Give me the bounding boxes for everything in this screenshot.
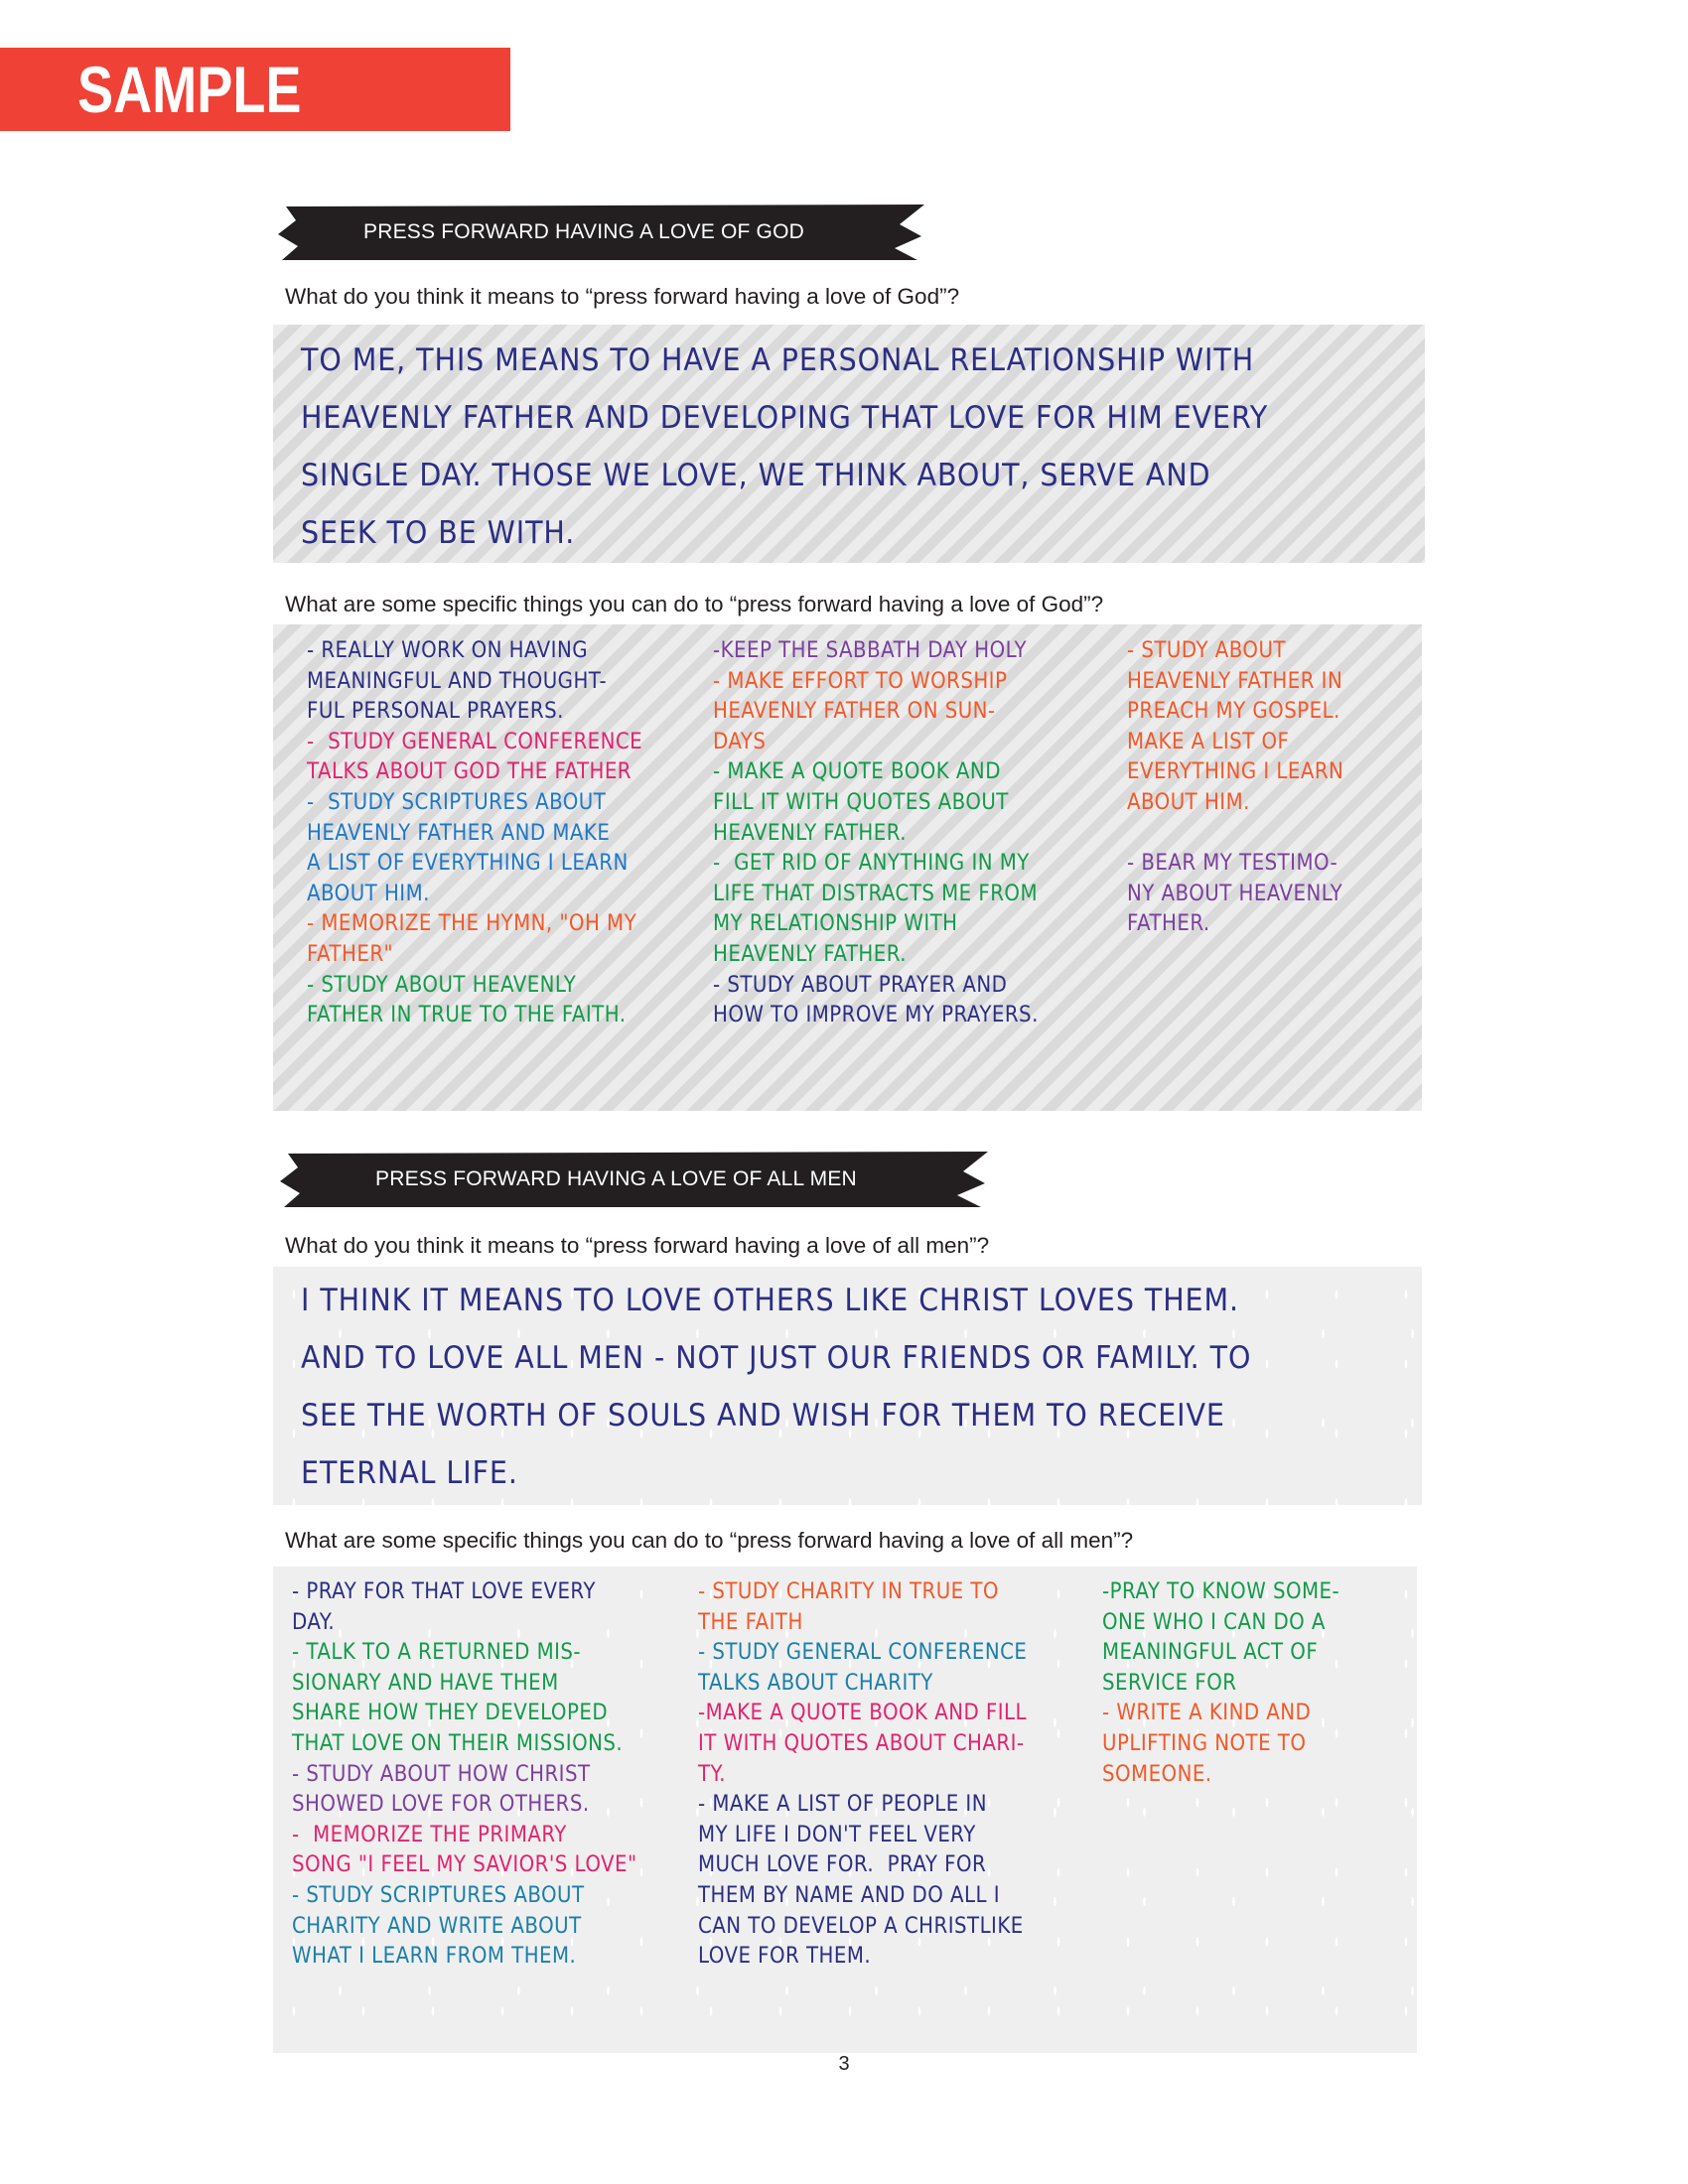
section1-answer bbox=[301, 332, 1315, 562]
list-item-line: CHARITY AND WRITE ABOUT bbox=[292, 1913, 582, 1939]
list-item-line: IT WITH QUOTES ABOUT CHARI- bbox=[698, 1730, 1025, 1756]
list-item-line: HEAVENLY FATHER. bbox=[713, 820, 907, 846]
answer-line: SEEK TO BE WITH. bbox=[301, 515, 576, 551]
list-item-line: FUL PERSONAL PRAYERS. bbox=[307, 699, 564, 725]
list-item-line: A LIST OF EVERYTHING I LEARN bbox=[307, 851, 629, 877]
list-item-line: MEANINGFUL ACT OF bbox=[1102, 1640, 1319, 1666]
list-item-line: MUCH LOVE FOR. PRAY FOR bbox=[698, 1852, 987, 1878]
list-item-line: FATHER IN TRUE TO THE FAITH. bbox=[307, 1003, 627, 1028]
list-item-line: TALKS ABOUT CHARITY bbox=[698, 1670, 933, 1696]
list-item-line: THAT LOVE ON THEIR MISSIONS. bbox=[292, 1730, 624, 1756]
list-item-line: SERVICE FOR bbox=[1102, 1670, 1237, 1696]
list-item-line: MY RELATIONSHIP WITH bbox=[713, 911, 958, 937]
list-item-line: HEAVENLY FATHER AND MAKE bbox=[307, 820, 611, 846]
list-item-line: THE FAITH bbox=[698, 1609, 803, 1635]
list-item-line: - TALK TO A RETURNED MIS- bbox=[292, 1640, 582, 1666]
answer-line: SINGLE DAY. THOSE WE LOVE, WE THINK ABOUT, SERVE AND bbox=[301, 458, 1211, 493]
list-item-line: TY. bbox=[698, 1761, 726, 1787]
list-item-line: -MAKE A QUOTE BOOK AND FILL bbox=[698, 1701, 1027, 1726]
list-item-line: - STUDY ABOUT HOW CHRIST bbox=[292, 1761, 591, 1787]
list-item-line: UPLIFTING NOTE TO bbox=[1102, 1730, 1307, 1756]
page-number: 3 bbox=[838, 2053, 850, 2075]
section1-heading-ribbon bbox=[274, 203, 929, 262]
list-item-line: THEM BY NAME AND DO ALL I bbox=[698, 1882, 1001, 1908]
list-item-line: NY ABOUT HEAVENLY bbox=[1127, 881, 1343, 906]
answer-line: I THINK IT MEANS TO LOVE OTHERS LIKE CHRIST LOVES THEM. bbox=[301, 1283, 1240, 1318]
section1-heading: PRESS FORWARD HAVING A LOVE OF GOD bbox=[363, 220, 804, 243]
answer-line: HEAVENLY FATHER AND DEVELOPING THAT LOVE FOR HIM EVERY bbox=[301, 400, 1269, 436]
list-item-line: - STUDY SCRIPTURES ABOUT bbox=[307, 789, 607, 815]
list-item-line: PREACH MY GOSPEL. bbox=[1127, 699, 1340, 725]
list-item-line: - MEMORIZE THE HYMN, "OH MY bbox=[307, 911, 637, 937]
section2-question1: What do you think it means to “press forward having a love of all men”? bbox=[285, 1233, 990, 1258]
section2-heading: PRESS FORWARD HAVING A LOVE OF ALL MEN bbox=[375, 1167, 857, 1190]
list-item-line: TALKS ABOUT GOD THE FATHER bbox=[307, 759, 633, 785]
sample-page-label: SAMPLE PAGE bbox=[77, 53, 302, 202]
list-item-line: - STUDY SCRIPTURES ABOUT bbox=[292, 1882, 585, 1908]
list-item-line: SIONARY AND HAVE THEM bbox=[292, 1670, 559, 1696]
list-item-line: -PRAY TO KNOW SOME- bbox=[1102, 1579, 1340, 1604]
list-item-line: ONE WHO I CAN DO A bbox=[1102, 1609, 1326, 1635]
section1-column-3 bbox=[1127, 636, 1343, 940]
list-item-line: DAYS bbox=[713, 729, 767, 754]
list-item-line: EVERYTHING I LEARN bbox=[1127, 759, 1344, 785]
list-item-line: FATHER" bbox=[307, 941, 394, 967]
list-item-line: MEANINGFUL AND THOUGHT- bbox=[307, 668, 608, 694]
list-item-line: HEAVENLY FATHER. bbox=[713, 941, 907, 967]
section2-heading-ribbon bbox=[278, 1150, 993, 1209]
answer-line: ETERNAL LIFE. bbox=[301, 1455, 518, 1491]
list-item-line: - MAKE A QUOTE BOOK AND bbox=[713, 759, 1001, 785]
list-item-line: - BEAR MY TESTIMO- bbox=[1127, 851, 1338, 877]
list-item-line: HEAVENLY FATHER IN bbox=[1127, 668, 1343, 694]
list-item-line: ABOUT HIM. bbox=[1127, 789, 1250, 815]
section2-column-3 bbox=[1102, 1577, 1339, 1790]
list-item-line: - MAKE A LIST OF PEOPLE IN bbox=[698, 1792, 987, 1818]
list-item-line bbox=[1127, 819, 1343, 850]
section2-column-1 bbox=[292, 1577, 637, 1973]
list-item-line: HEAVENLY FATHER ON SUN- bbox=[713, 699, 996, 725]
list-item-line: MAKE A LIST OF bbox=[1127, 729, 1290, 754]
list-item-line: - STUDY ABOUT PRAYER AND bbox=[713, 972, 1008, 998]
section2-column-2 bbox=[698, 1577, 1027, 1973]
list-item-line: - MEMORIZE THE PRIMARY bbox=[292, 1822, 567, 1847]
list-item-line: LIFE THAT DISTRACTS ME FROM bbox=[713, 881, 1038, 906]
list-item-line: WHAT I LEARN FROM THEM. bbox=[292, 1944, 577, 1970]
list-item-line: HOW TO IMPROVE MY PRAYERS. bbox=[713, 1003, 1039, 1028]
section1-column-1 bbox=[307, 636, 642, 1031]
section2-question2: What are some specific things you can do to “press forward having a love of all men”? bbox=[285, 1528, 1134, 1553]
list-item-line: SOMEONE. bbox=[1102, 1761, 1212, 1787]
list-item-line: - REALLY WORK ON HAVING bbox=[307, 638, 589, 663]
list-item-line: FILL IT WITH QUOTES ABOUT bbox=[713, 789, 1009, 815]
list-item-line: CAN TO DEVELOP A CHRISTLIKE bbox=[698, 1913, 1024, 1939]
list-item-line: SONG "I FEEL MY SAVIOR'S LOVE" bbox=[292, 1852, 637, 1878]
section1-column-2 bbox=[713, 636, 1039, 1031]
list-item-line: SHARE HOW THEY DEVELOPED bbox=[292, 1701, 609, 1726]
answer-line: AND TO LOVE ALL MEN - NOT JUST OUR FRIENDS OR FAMILY. TO bbox=[301, 1340, 1252, 1376]
list-item-line: - PRAY FOR THAT LOVE EVERY bbox=[292, 1579, 596, 1604]
section2-answer bbox=[301, 1272, 1315, 1502]
list-item-line: SHOWED LOVE FOR OTHERS. bbox=[292, 1792, 590, 1818]
list-item-line: - STUDY ABOUT HEAVENLY bbox=[307, 972, 577, 998]
list-item-line: - GET RID OF ANYTHING IN MY bbox=[713, 851, 1030, 877]
list-item-line: - WRITE A KIND AND bbox=[1102, 1701, 1312, 1726]
list-item-line: - STUDY GENERAL CONFERENCE bbox=[307, 729, 643, 754]
list-item-line: MY LIFE I DON'T FEEL VERY bbox=[698, 1822, 976, 1847]
list-item-line: - STUDY ABOUT bbox=[1127, 638, 1286, 663]
answer-line: SEE THE WORTH OF SOULS AND WISH FOR THEM TO RECEIVE bbox=[301, 1398, 1225, 1433]
section1-question2: What are some specific things you can do to “press forward having a love of God”? bbox=[285, 592, 1104, 616]
list-item-line: - STUDY GENERAL CONFERENCE bbox=[698, 1640, 1028, 1666]
list-item-line: DAY. bbox=[292, 1609, 336, 1635]
section1-question1: What do you think it means to “press forward having a love of God”? bbox=[285, 284, 960, 309]
sample-page-banner bbox=[0, 48, 510, 202]
list-item-line: LOVE FOR THEM. bbox=[698, 1944, 872, 1970]
list-item-line: -KEEP THE SABBATH DAY HOLY bbox=[713, 638, 1028, 663]
list-item-line: ABOUT HIM. bbox=[307, 881, 430, 906]
answer-line: TO ME, THIS MEANS TO HAVE A PERSONAL RELATIONSHIP WITH bbox=[301, 342, 1255, 378]
list-item-line: - MAKE EFFORT TO WORSHIP bbox=[713, 668, 1008, 694]
list-item-line: - STUDY CHARITY IN TRUE TO bbox=[698, 1579, 999, 1604]
list-item-line: FATHER. bbox=[1127, 911, 1210, 937]
